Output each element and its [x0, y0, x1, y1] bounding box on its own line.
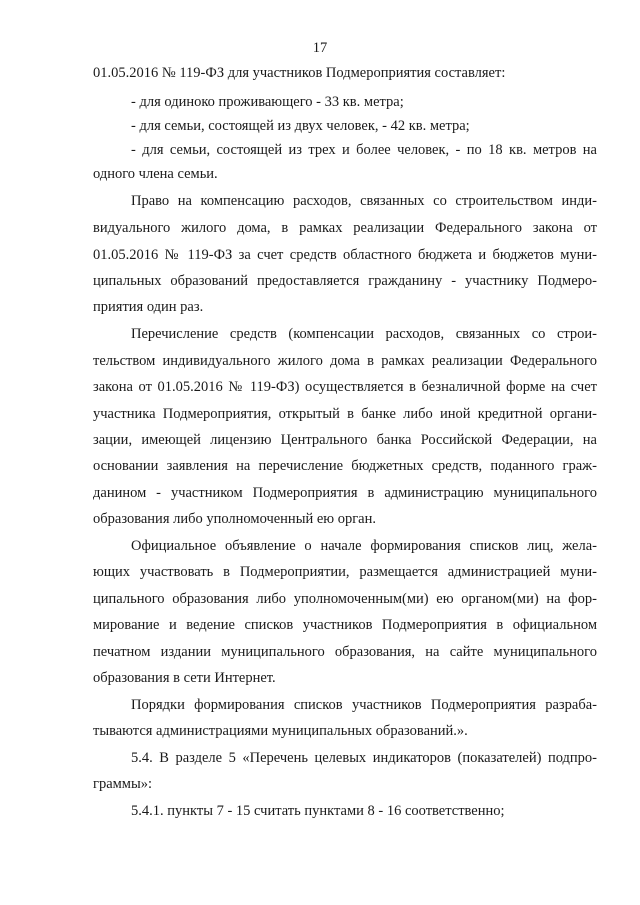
text-line: 01.05.2016 № 119-ФЗ для участников Подмероприятия составляет:	[93, 65, 506, 81]
text-line: образования в сети Интернет.	[93, 670, 276, 686]
text-line: Перечисление средств (компенсации расходов, связанных со строи-	[131, 326, 597, 342]
text-line: видуального жилого дома, в рамках реализации Федерального закона от	[93, 220, 597, 236]
text-line: тельством индивидуального жилого дома в рамках реализации Федерального	[93, 353, 597, 369]
text-line: 5.4. В разделе 5 «Перечень целевых индикаторов (показателей) подпро-	[131, 750, 597, 766]
text-line: закона от 01.05.2016 № 119-ФЗ) осуществляется в безналичной форме на счет	[93, 379, 597, 395]
text-line: мирование и ведение списков участников Подмероприятия в официальном	[93, 617, 597, 633]
text-line: образования либо уполномоченный ею орган.	[93, 511, 376, 527]
text-line: данином - участником Подмероприятия в администрацию муниципального	[93, 485, 597, 501]
text-line: ющих участвовать в Подмероприятии, размещается администрацией муни-	[93, 564, 597, 580]
text-line: тываются администрациями муниципальных образований.».	[93, 723, 468, 739]
text-line: одного члена семьи.	[93, 166, 218, 182]
text-line: ципальных образований предоставляется гражданину - участнику Подмеро-	[93, 273, 597, 289]
text-line: зации, имеющей лицензию Центрального банка Российской Федерации, на	[93, 432, 597, 448]
text-line: 5.4.1. пункты 7 - 15 считать пунктами 8 - 16 соответственно;	[131, 803, 505, 819]
text-line: Официальное объявление о начале формирования списков лиц, жела-	[131, 538, 597, 554]
text-line: печатном издании муниципального образования, на сайте муниципального	[93, 644, 597, 660]
text-line: граммы»:	[93, 776, 153, 792]
text-line: Порядки формирования списков участников Подмероприятия разраба-	[131, 697, 597, 713]
text-line: Право на компенсацию расходов, связанных со строительством инди-	[131, 193, 597, 209]
text-line: участника Подмероприятия, открытый в банке либо иной кредитной органи-	[93, 406, 597, 422]
text-line: основании заявления на перечисление бюджетных средств, поданного граж-	[93, 458, 597, 474]
text-line: 01.05.2016 № 119-ФЗ за счет средств областного бюджета и бюджетов муни-	[93, 247, 597, 263]
text-line: - для одиноко проживающего - 33 кв. метра;	[131, 94, 404, 110]
page-number: 17	[312, 40, 328, 56]
text-line: ципального образования либо уполномоченным(ми) ею органом(ми) на фор-	[93, 591, 597, 607]
text-line: приятия один раз.	[93, 299, 204, 315]
text-line: - для семьи, состоящей из трех и более человек, - по 18 кв. метров на	[131, 142, 597, 158]
text-line: - для семьи, состоящей из двух человек, - 42 кв. метра;	[131, 118, 470, 134]
